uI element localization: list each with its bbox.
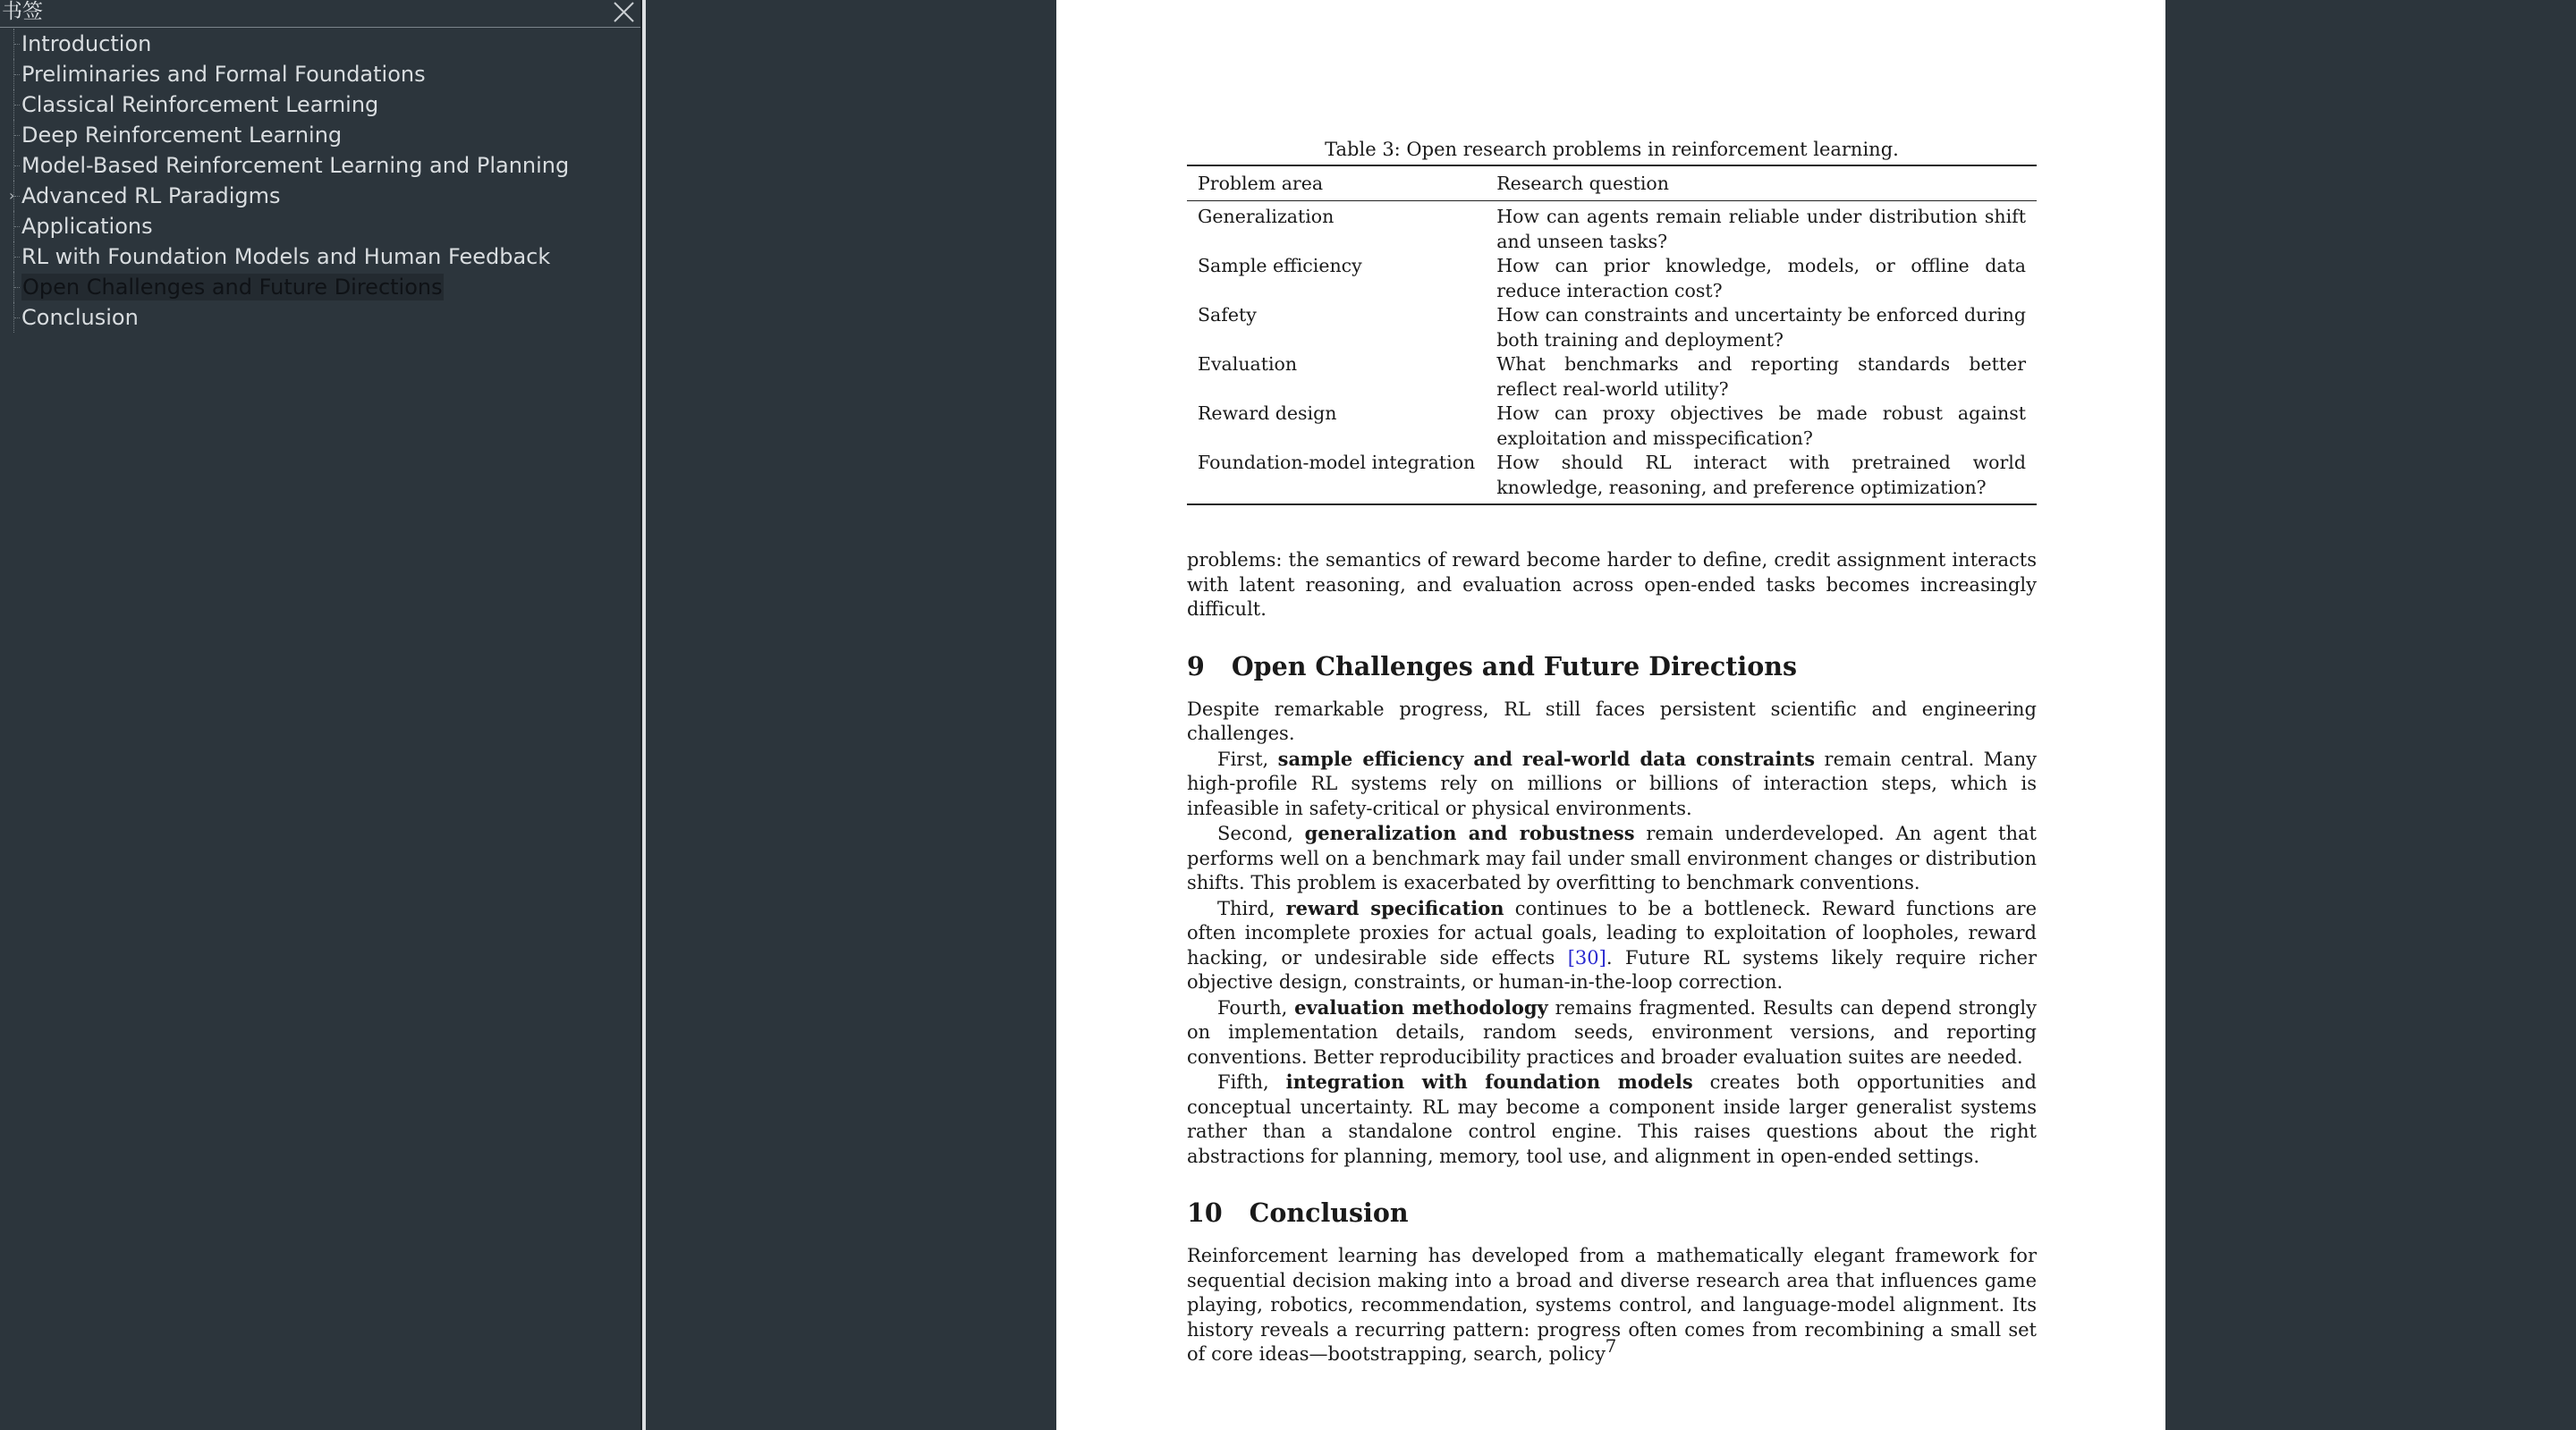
conclusion-paragraph: Reinforcement learning has developed from a mathematically elegant framework for sequential decision making into a broad and diverse research area that influences game playing, robotics, recommendation, systems control, and language-model alignment. Its history reveals a recurring pattern: progress often comes from recombining a small set of core ideas—bootstrapping, search, policy bbox=[1187, 1245, 2037, 1365]
table-header-row bbox=[1187, 165, 2037, 201]
bookmark-item[interactable] bbox=[0, 272, 640, 302]
table-row bbox=[1187, 201, 2037, 255]
bookmarks-header bbox=[0, 0, 640, 28]
table-row bbox=[1187, 352, 2037, 402]
tree-guide-line bbox=[13, 211, 20, 241]
table-row bbox=[1187, 303, 2037, 352]
research-question-cell: How can prior knowledge, models, or offline data reduce interaction cost? bbox=[1496, 255, 2026, 301]
paragraph-text: . Future RL systems likely require richer objective design, constraints, or human-in-the-loop correction. bbox=[1187, 946, 2038, 993]
bookmarks-title: 书签 bbox=[2, 0, 43, 23]
bookmark-label: Deep Reinforcement Learning bbox=[21, 123, 343, 148]
bookmark-item[interactable] bbox=[0, 89, 640, 120]
bookmark-label: Advanced RL Paradigms bbox=[21, 183, 281, 208]
column-header-research-question: Research question bbox=[1486, 165, 2037, 201]
paragraph-text: remains fragmented. Results can depend strongly on implementation details, random seeds, environment versions, and reporting conventions. Better reproducibility practices and broader evaluation suites are needed. bbox=[1187, 996, 2037, 1068]
section-9-heading bbox=[1187, 651, 2037, 681]
paragraph-lead: Second, bbox=[1217, 823, 1305, 844]
research-question-cell: How can constraints and uncertainty be enforced during both training and deployment? bbox=[1496, 304, 2026, 351]
paragraph-text: remain central. Many high-profile RL systems rely on millions or billions of interaction steps, which is infeasible in safety-critical or physical environments. bbox=[1187, 748, 2037, 819]
problem-area-cell: Sample efficiency bbox=[1198, 255, 1362, 276]
page-number: 7 bbox=[1605, 1335, 1617, 1357]
paragraph-lead: First, bbox=[1217, 748, 1278, 770]
citation-link[interactable]: [30] bbox=[1567, 946, 1606, 969]
bookmark-label: Preliminaries and Formal Foundations bbox=[21, 62, 426, 87]
bookmark-item[interactable] bbox=[0, 302, 640, 333]
tree-guide-line bbox=[13, 120, 20, 150]
challenge-paragraph-2 bbox=[1187, 821, 2037, 896]
bookmark-label: Open Challenges and Future Directions bbox=[22, 275, 443, 300]
chevron-right-icon[interactable]: › bbox=[9, 187, 15, 204]
bookmark-tree bbox=[0, 29, 640, 333]
research-question-cell: How can proxy objectives be made robust against exploitation and misspecification? bbox=[1496, 402, 2026, 449]
bookmark-label: Model-Based Reinforcement Learning and Planning bbox=[21, 153, 570, 178]
problem-area-cell: Generalization bbox=[1198, 206, 1335, 227]
paragraph-lead: Fourth, bbox=[1217, 996, 1295, 1019]
page-content bbox=[1187, 134, 2037, 1367]
challenge-paragraph-5 bbox=[1187, 1070, 2037, 1169]
tree-guide-line bbox=[13, 29, 20, 59]
document-page bbox=[1056, 0, 2165, 1430]
paragraph-lead: Third, bbox=[1217, 897, 1286, 919]
bookmark-label: RL with Foundation Models and Human Feedback bbox=[21, 244, 551, 269]
challenge-paragraph-4 bbox=[1187, 995, 2037, 1070]
paragraph-lead: Fifth, bbox=[1217, 1071, 1286, 1093]
paragraph-keyword: integration with foundation models bbox=[1285, 1070, 1693, 1093]
research-problems-table bbox=[1187, 165, 2037, 505]
bookmark-item[interactable] bbox=[0, 120, 640, 150]
table-row bbox=[1187, 402, 2037, 451]
section-title: Conclusion bbox=[1249, 1197, 1409, 1228]
table-row bbox=[1187, 254, 2037, 303]
problem-area-cell: Evaluation bbox=[1198, 353, 1298, 375]
table-caption: Table 3: Open research problems in reinforcement learning. bbox=[1325, 139, 1899, 160]
paragraph-keyword: generalization and robustness bbox=[1304, 822, 1635, 844]
section-10-heading bbox=[1187, 1197, 2037, 1228]
problem-area-cell: Safety bbox=[1198, 304, 1257, 326]
bookmark-item[interactable] bbox=[0, 29, 640, 59]
tree-guide-line bbox=[13, 59, 20, 89]
tree-guide-line bbox=[13, 150, 20, 181]
panel-splitter[interactable] bbox=[642, 0, 646, 1430]
section-number: 9 bbox=[1187, 650, 1205, 681]
paragraph-keyword: sample efficiency and real-world data constraints bbox=[1277, 747, 1816, 770]
column-header-problem-area: Problem area bbox=[1187, 165, 1486, 201]
paragraph-text: creates both opportunities and conceptual uncertainty. RL may become a component inside larger generalist systems rather than a standalone control engine. This raises questions about the right abstractions for planning, memory, tool use, and alignment in open-ended settings. bbox=[1187, 1071, 2037, 1167]
problem-area-cell: Reward design bbox=[1198, 402, 1337, 424]
bookmark-label: Classical Reinforcement Learning bbox=[21, 92, 379, 117]
bookmark-label: Introduction bbox=[21, 31, 152, 56]
bookmark-item[interactable] bbox=[0, 59, 640, 89]
bookmark-item[interactable] bbox=[0, 150, 640, 181]
tree-guide-line bbox=[13, 272, 20, 302]
paragraph-keyword: evaluation methodology bbox=[1294, 995, 1548, 1019]
challenge-paragraph-3 bbox=[1187, 896, 2037, 995]
body-paragraph: problems: the semantics of reward become harder to define, credit assignment interacts with latent reasoning, and evaluation across open-ended tasks becomes increasingly difficult. bbox=[1187, 549, 2037, 620]
paragraph-text: continues to be a bottleneck. Reward functions are often incomplete proxies for actual goals, leading to exploitation of loopholes, reward hacking, or undesirable side effects bbox=[1187, 897, 2037, 969]
bookmark-item[interactable] bbox=[0, 211, 640, 241]
problem-area-cell: Foundation-model integration bbox=[1198, 452, 1476, 473]
close-icon[interactable] bbox=[611, 1, 636, 24]
bookmark-label: Applications bbox=[21, 214, 153, 239]
section-number: 10 bbox=[1187, 1197, 1223, 1228]
challenge-paragraph-1 bbox=[1187, 747, 2037, 822]
tree-guide-line bbox=[13, 89, 20, 120]
section-intro-paragraph: Despite remarkable progress, RL still faces persistent scientific and engineering challenges. bbox=[1187, 698, 2037, 744]
table-row bbox=[1187, 451, 2037, 504]
paragraph-keyword: reward specification bbox=[1285, 896, 1504, 919]
bookmark-item[interactable] bbox=[0, 181, 640, 211]
paragraph-text: remain underdeveloped. An agent that performs well on a benchmark may fail under small environment changes or distribution shifts. This problem is exacerbated by overfitting to benchmark conventions. bbox=[1187, 823, 2037, 893]
tree-guide-line bbox=[13, 241, 20, 272]
bookmarks-panel bbox=[0, 0, 642, 1430]
tree-guide-line bbox=[13, 302, 20, 333]
section-title: Open Challenges and Future Directions bbox=[1231, 650, 1798, 681]
bookmark-label: Conclusion bbox=[21, 305, 139, 330]
research-question-cell: How should RL interact with pretrained world knowledge, reasoning, and preference optimization? bbox=[1496, 452, 2026, 498]
bookmark-item[interactable] bbox=[0, 241, 640, 272]
research-question-cell: How can agents remain reliable under distribution shift and unseen tasks? bbox=[1496, 206, 2026, 252]
research-question-cell: What benchmarks and reporting standards better reflect real-world utility? bbox=[1496, 353, 2026, 400]
